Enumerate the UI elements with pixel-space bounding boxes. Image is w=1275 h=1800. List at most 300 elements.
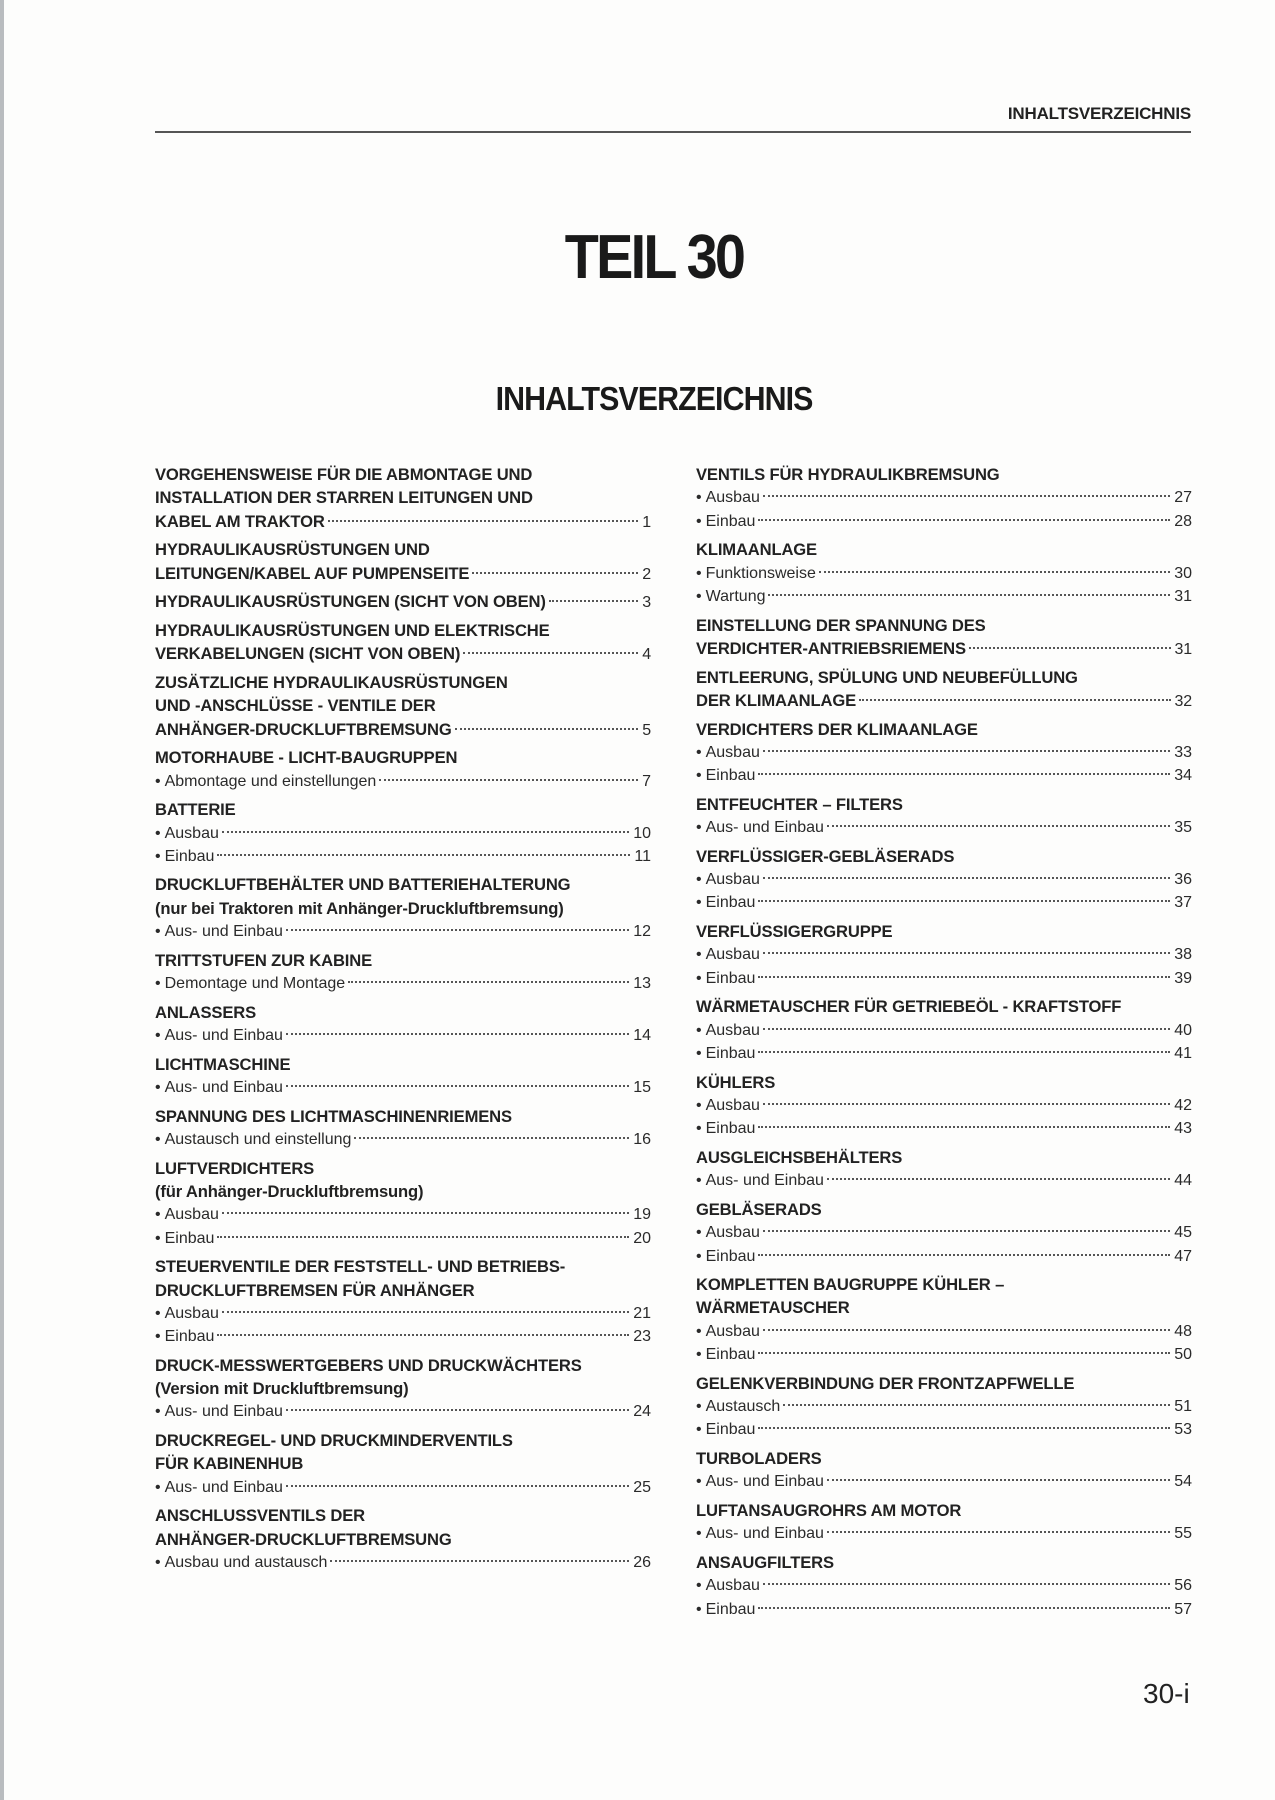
- bullet-icon: •: [696, 1120, 702, 1138]
- bullet-icon: •: [155, 975, 161, 993]
- bullet-icon: •: [696, 1421, 702, 1439]
- section-title-text: INSTALLATION DER STARREN LEITUNGEN UND: [155, 488, 533, 508]
- bullet-icon: •: [696, 1473, 702, 1491]
- page-ref: 31: [1174, 640, 1192, 658]
- toc-section-title-line: [155, 486, 651, 509]
- section-title-text: VENTILS FÜR HYDRAULIKBREMSUNG: [696, 465, 1000, 484]
- toc-section: [155, 538, 651, 585]
- toc-section-title-line: [155, 897, 651, 920]
- page-ref: 19: [633, 1206, 651, 1224]
- toc-section-title-line: [155, 949, 651, 972]
- entry-label: Ausbau: [164, 824, 219, 842]
- toc-section-title-line: [696, 845, 1192, 868]
- entry-label: Aus- und Einbau: [705, 1525, 824, 1543]
- page-ref: 14: [633, 1027, 651, 1045]
- toc-section-title-line: [155, 1255, 651, 1278]
- toc-section-title-line: [696, 1499, 1192, 1522]
- toc-section-title-line: [155, 694, 651, 717]
- section-title-text: (für Anhänger-Druckluftbremsung): [155, 1182, 424, 1201]
- section-title-text: FÜR KABINENHUB: [155, 1454, 304, 1474]
- toc-section-title-line: [155, 1354, 651, 1377]
- page-ref: 34: [1174, 767, 1192, 785]
- page-ref: 20: [633, 1229, 651, 1247]
- page-ref: 36: [1174, 871, 1192, 889]
- dot-leader: [758, 1427, 1170, 1429]
- bullet-icon: •: [696, 1224, 702, 1242]
- bullet-icon: •: [696, 743, 702, 761]
- section-title-text: KÜHLERS: [696, 1072, 776, 1092]
- toc-entry[interactable]: [696, 1395, 1192, 1418]
- toc-entry[interactable]: [155, 920, 651, 943]
- page-ref: 31: [1174, 587, 1192, 605]
- page-ref: 2: [642, 565, 651, 583]
- toc-entry[interactable]: [696, 741, 1192, 764]
- toc-section-title-line[interactable]: [155, 510, 651, 533]
- section-title-text: WÄRMETAUSCHER: [696, 1298, 850, 1318]
- toc-section-title-line: [696, 793, 1192, 816]
- toc-section: [696, 1071, 1192, 1141]
- toc-entry[interactable]: [696, 1117, 1192, 1140]
- section-title-text: DRUCKLUFTBREMSEN FÜR ANHÄNGER: [155, 1280, 475, 1300]
- section-title-text: UND -ANSCHLÜSSE - VENTILE DER: [155, 696, 436, 716]
- toc-entry[interactable]: [696, 816, 1192, 839]
- dot-leader: [463, 652, 638, 654]
- page-ref: 35: [1174, 819, 1192, 837]
- page-ref: 39: [1174, 969, 1192, 987]
- section-title-text: HYDRAULIKAUSRÜSTUNGEN (SICHT VON OBEN): [155, 592, 546, 612]
- dot-leader: [827, 825, 1170, 827]
- dot-leader: [217, 1334, 629, 1336]
- bullet-icon: •: [696, 489, 702, 507]
- section-title-text: (Version mit Druckluftbremsung): [155, 1379, 409, 1399]
- page-ref: 38: [1174, 946, 1192, 964]
- toc-entry[interactable]: [696, 967, 1192, 990]
- section-title-text: VERKABELUNGEN (SICHT VON OBEN): [155, 644, 461, 664]
- page-ref: 28: [1174, 512, 1192, 530]
- section-title-text: LICHTMASCHINE: [155, 1054, 291, 1074]
- toc-entry[interactable]: [696, 1418, 1192, 1441]
- dot-leader: [763, 952, 1170, 954]
- page-ref: 21: [633, 1304, 651, 1322]
- toc-entry[interactable]: [155, 1076, 651, 1099]
- section-title-text: ENTFEUCHTER – FILTERS: [696, 794, 903, 814]
- toc-entry[interactable]: [696, 1598, 1192, 1621]
- bullet-icon: •: [696, 564, 702, 582]
- bullet-icon: •: [696, 512, 702, 530]
- toc-entry[interactable]: [155, 1476, 651, 1499]
- dot-leader: [763, 1103, 1170, 1105]
- toc-section-title-line: [155, 1279, 651, 1302]
- dot-leader: [286, 1033, 629, 1035]
- dot-leader: [758, 900, 1170, 902]
- dot-leader: [379, 779, 638, 781]
- entry-label: Einbau: [705, 1044, 756, 1062]
- bullet-icon: •: [155, 1478, 161, 1496]
- section-title-text: GEBLÄSERADS: [696, 1199, 822, 1219]
- page-ref: 47: [1174, 1247, 1192, 1265]
- page-ref: 27: [1174, 489, 1192, 507]
- toc-entry[interactable]: [696, 891, 1192, 914]
- toc-entry[interactable]: [155, 845, 651, 868]
- toc-section-title-line: [155, 1157, 651, 1180]
- bullet-icon: •: [696, 1247, 702, 1265]
- toc-section-title-line: [696, 920, 1192, 943]
- toc-entry[interactable]: [696, 1245, 1192, 1268]
- dot-leader: [549, 600, 639, 602]
- dot-leader: [286, 1485, 629, 1487]
- toc-section-title-line: [155, 798, 651, 821]
- dot-leader: [758, 976, 1170, 978]
- dot-leader: [768, 594, 1170, 596]
- page-ref: 57: [1174, 1600, 1192, 1618]
- dot-leader: [763, 1329, 1170, 1331]
- toc-section-title-line: [155, 619, 651, 642]
- entry-label: Einbau: [705, 1346, 756, 1364]
- entry-label: Aus- und Einbau: [164, 1478, 283, 1496]
- page-ref: 15: [633, 1079, 651, 1097]
- toc-entry[interactable]: [696, 1320, 1192, 1343]
- header-rule: [155, 131, 1191, 133]
- section-title-text: DRUCKREGEL- UND DRUCKMINDERVENTILS: [155, 1431, 513, 1451]
- page-ref: 48: [1174, 1322, 1192, 1340]
- toc-entry[interactable]: [696, 510, 1192, 533]
- toc-section: [696, 1447, 1192, 1494]
- toc-section: [696, 463, 1192, 533]
- page-ref: 13: [633, 975, 651, 993]
- toc-entry[interactable]: [155, 822, 651, 845]
- toc-section: [155, 619, 651, 666]
- toc-entry[interactable]: [155, 972, 651, 995]
- dot-leader: [758, 1051, 1170, 1053]
- dot-leader: [286, 1409, 629, 1411]
- bullet-icon: •: [696, 871, 702, 889]
- page-ref: 24: [633, 1403, 651, 1421]
- bullet-icon: •: [696, 894, 702, 912]
- toc-section: [696, 793, 1192, 840]
- toc-section: [696, 920, 1192, 990]
- toc-section: [696, 1198, 1192, 1268]
- toc-section: [696, 995, 1192, 1065]
- dot-leader: [827, 1479, 1170, 1481]
- page-ref: 23: [633, 1328, 651, 1346]
- toc-title: INHALTSVERZEICHNIS: [495, 380, 813, 417]
- toc-section-title-line: [155, 1180, 651, 1203]
- section-title-text: VERFLÜSSIGER-GEBLÄSERADS: [696, 846, 955, 866]
- page-ref: 41: [1174, 1044, 1192, 1062]
- toc-section-title-line: [696, 1071, 1192, 1094]
- page-ref: 37: [1174, 894, 1192, 912]
- section-title-text: HYDRAULIKAUSRÜSTUNGEN UND: [155, 540, 430, 560]
- entry-label: Aus- und Einbau: [164, 1027, 283, 1045]
- entry-label: Einbau: [705, 969, 756, 987]
- section-title-text: KABEL AM TRAKTOR: [155, 511, 325, 531]
- entry-label: Ausbau: [164, 1304, 219, 1322]
- page-number: 30-i: [1143, 1678, 1190, 1709]
- page-ref: 33: [1174, 743, 1192, 761]
- dot-leader: [763, 750, 1170, 752]
- entry-label: Ausbau: [705, 1224, 760, 1242]
- bullet-icon: •: [696, 1398, 702, 1416]
- entry-label: Ausbau: [705, 1096, 760, 1114]
- dot-leader: [758, 519, 1170, 521]
- dot-leader: [827, 1531, 1170, 1533]
- dot-leader: [763, 1028, 1170, 1030]
- toc-section: [696, 1372, 1192, 1442]
- page-ref: 32: [1174, 692, 1192, 710]
- section-title-text: ANLASSERS: [155, 1002, 256, 1022]
- page-ref: 53: [1174, 1421, 1192, 1439]
- toc-entry[interactable]: [696, 1522, 1192, 1545]
- section-title-text: VORGEHENSWEISE FÜR DIE ABMONTAGE UND: [155, 465, 533, 484]
- part-title: TEIL 30: [564, 223, 744, 292]
- toc-section: [155, 1105, 651, 1152]
- dot-leader: [827, 1178, 1170, 1180]
- toc-section: [696, 1146, 1192, 1193]
- toc-entry[interactable]: [696, 868, 1192, 891]
- toc-entry[interactable]: [155, 1128, 651, 1151]
- toc-section-title-line: [155, 1452, 651, 1475]
- dot-leader: [472, 572, 638, 574]
- toc-section: [155, 1001, 651, 1048]
- section-title-text: ANSCHLUSSVENTILS DER: [155, 1506, 365, 1526]
- toc-section-title-line: [696, 718, 1192, 741]
- toc-section: [696, 666, 1192, 713]
- entry-label: Wartung: [705, 587, 766, 605]
- bullet-icon: •: [155, 1304, 161, 1322]
- toc-section-title-line: [155, 746, 651, 769]
- page-ref: 25: [633, 1478, 651, 1496]
- toc-section-title-line[interactable]: [155, 590, 651, 613]
- entry-label: Einbau: [705, 512, 756, 530]
- toc-entry[interactable]: [155, 770, 651, 793]
- toc-section-title-line: [155, 873, 651, 896]
- entry-label: Einbau: [164, 1229, 215, 1247]
- section-title-text: LEITUNGEN/KABEL AUF PUMPENSEITE: [155, 563, 470, 583]
- toc-section-title-line[interactable]: [155, 718, 651, 741]
- section-title-text: STEUERVENTILE DER FESTSTELL- UND BETRIEBS-: [155, 1257, 566, 1277]
- dot-leader: [763, 495, 1170, 497]
- entry-label: Abmontage und einstellungen: [164, 772, 377, 790]
- bullet-icon: •: [155, 1079, 161, 1097]
- toc-section: [155, 1429, 651, 1499]
- toc-section-title-line: [155, 1504, 651, 1527]
- section-title-text: ANHÄNGER-DRUCKLUFTBREMSUNG: [155, 719, 452, 739]
- toc-entry[interactable]: [696, 1574, 1192, 1597]
- bullet-icon: •: [696, 1600, 702, 1618]
- toc-section-title-line: [696, 666, 1192, 689]
- entry-label: Ausbau: [164, 1206, 219, 1224]
- entry-label: Ausbau: [705, 1577, 760, 1595]
- page-ref: 51: [1174, 1398, 1192, 1416]
- toc-entry[interactable]: [155, 1400, 651, 1423]
- toc-section-title-line: [696, 1146, 1192, 1169]
- toc-entry[interactable]: [155, 1227, 651, 1250]
- entry-label: Aus- und Einbau: [705, 1172, 824, 1190]
- page-ref: 26: [633, 1554, 651, 1572]
- toc-section-title-line[interactable]: [155, 642, 651, 665]
- toc-entry[interactable]: [155, 1551, 651, 1574]
- toc-entry[interactable]: [696, 1094, 1192, 1117]
- toc-section: [155, 1255, 651, 1348]
- running-header: INHALTSVERZEICHNIS: [1007, 104, 1191, 123]
- toc-entry[interactable]: [155, 1325, 651, 1348]
- dot-leader: [763, 1230, 1170, 1232]
- toc-entry[interactable]: [155, 1203, 651, 1226]
- bullet-icon: •: [696, 1044, 702, 1062]
- toc-section: [155, 671, 651, 741]
- toc-left-column: [155, 463, 651, 1580]
- section-title-text: TRITTSTUFEN ZUR KABINE: [155, 950, 373, 970]
- toc-section: [155, 590, 651, 613]
- entry-label: Demontage und Montage: [164, 975, 346, 993]
- section-title-text: BATTERIE: [155, 800, 236, 820]
- toc-section-title-line: [155, 1377, 651, 1400]
- dot-leader: [286, 929, 629, 931]
- page-ref: 44: [1174, 1172, 1192, 1190]
- dot-leader: [348, 981, 629, 983]
- page-ref: 10: [633, 824, 651, 842]
- entry-label: Aus- und Einbau: [705, 1473, 824, 1491]
- toc-section-title-line[interactable]: [696, 689, 1192, 712]
- toc-entry[interactable]: [696, 1169, 1192, 1192]
- toc-entry[interactable]: [155, 1024, 651, 1047]
- entry-label: Einbau: [705, 767, 756, 785]
- toc-entry[interactable]: [696, 486, 1192, 509]
- page-ref: 55: [1174, 1525, 1192, 1543]
- toc-section-title-line: [696, 538, 1192, 561]
- toc-entry[interactable]: [696, 943, 1192, 966]
- bullet-icon: •: [696, 1346, 702, 1364]
- bullet-icon: •: [155, 772, 161, 790]
- section-title-text: ENTLEERUNG, SPÜLUNG UND NEUBEFÜLLUNG: [696, 667, 1078, 687]
- toc-entry[interactable]: [696, 562, 1192, 585]
- bullet-icon: •: [696, 946, 702, 964]
- page-ref: 3: [642, 594, 651, 612]
- entry-label: Ausbau und austausch: [164, 1554, 328, 1572]
- toc-entry[interactable]: [696, 1042, 1192, 1065]
- entry-label: Aus- und Einbau: [164, 1403, 283, 1421]
- bullet-icon: •: [155, 1403, 161, 1421]
- toc-section-title-line: [155, 1528, 651, 1551]
- toc-section-title-line: [155, 1053, 651, 1076]
- section-title-text: GELENKVERBINDUNG DER FRONTZAPFWELLE: [696, 1373, 1075, 1393]
- bullet-icon: •: [155, 1206, 161, 1224]
- section-title-text: LUFTANSAUGROHRS AM MOTOR: [696, 1501, 962, 1521]
- toc-section-title-line[interactable]: [155, 562, 651, 585]
- page-ref: 5: [642, 721, 651, 739]
- entry-label: Austausch: [705, 1398, 781, 1416]
- page-ref: 12: [633, 923, 651, 941]
- page-ref: 1: [642, 513, 651, 531]
- section-title-text: VERDICHTER-ANTRIEBSRIEMENS: [696, 638, 966, 658]
- toc-section-title-line: [155, 1429, 651, 1452]
- toc-section-title-line: [155, 671, 651, 694]
- section-title-text: AUSGLEICHSBEHÄLTERS: [696, 1147, 903, 1167]
- section-title-text: TURBOLADERS: [696, 1449, 822, 1469]
- toc-section-title-line[interactable]: [696, 637, 1192, 660]
- entry-label: Ausbau: [705, 946, 760, 964]
- bullet-icon: •: [696, 969, 702, 987]
- entry-label: Einbau: [705, 1247, 756, 1265]
- page-ref: 30: [1174, 564, 1192, 582]
- toc-entry[interactable]: [696, 1343, 1192, 1366]
- bullet-icon: •: [696, 1096, 702, 1114]
- toc-right-column: [696, 463, 1192, 1626]
- dot-leader: [758, 1607, 1170, 1609]
- page-ref: 11: [634, 847, 651, 865]
- section-title-text: DRUCK-MESSWERTGEBERS UND DRUCKWÄCHTERS: [155, 1355, 582, 1375]
- entry-label: Ausbau: [705, 1322, 760, 1340]
- entry-label: Einbau: [705, 1600, 756, 1618]
- page-ref: 4: [642, 646, 651, 664]
- dot-leader: [217, 1236, 629, 1238]
- entry-label: Ausbau: [705, 489, 760, 507]
- toc-section: [696, 1551, 1192, 1621]
- entry-label: Einbau: [164, 847, 215, 865]
- toc-section-title-line: [155, 1001, 651, 1024]
- toc-section-title-line: [155, 538, 651, 561]
- entry-label: Einbau: [705, 894, 756, 912]
- toc-section: [155, 746, 651, 793]
- dot-leader: [328, 520, 639, 522]
- toc-section: [696, 614, 1192, 661]
- toc-section: [155, 873, 651, 943]
- entry-label: Ausbau: [705, 743, 760, 761]
- bullet-icon: •: [696, 1172, 702, 1190]
- toc-section-title-line: [696, 1551, 1192, 1574]
- toc-entry[interactable]: [696, 764, 1192, 787]
- dot-leader: [763, 877, 1170, 879]
- toc-section-title-line: [696, 1273, 1192, 1296]
- dot-leader: [222, 1212, 629, 1214]
- toc-section-title-line: [696, 614, 1192, 637]
- bullet-icon: •: [155, 1554, 161, 1572]
- page-ref: 45: [1174, 1224, 1192, 1242]
- dot-leader: [758, 1352, 1170, 1354]
- page-ref: 43: [1174, 1120, 1192, 1138]
- section-title-text: WÄRMETAUSCHER FÜR GETRIEBEÖL - KRAFTSTOFF: [696, 997, 1122, 1017]
- bullet-icon: •: [696, 767, 702, 785]
- bullet-icon: •: [155, 923, 161, 941]
- entry-label: Aus- und Einbau: [164, 923, 283, 941]
- toc-entry[interactable]: [155, 1302, 651, 1325]
- toc-section: [155, 949, 651, 996]
- bullet-icon: •: [155, 847, 161, 865]
- entry-label: Ausbau: [705, 1021, 760, 1039]
- toc-section: [155, 1157, 651, 1250]
- dot-leader: [758, 1126, 1170, 1128]
- page-ref: 54: [1174, 1473, 1192, 1491]
- dot-leader: [217, 854, 630, 856]
- toc-section-title-line: [696, 1296, 1192, 1319]
- toc-entry[interactable]: [696, 585, 1192, 608]
- toc-section: [155, 1504, 651, 1574]
- page-ref: 7: [642, 772, 651, 790]
- toc-entry[interactable]: [696, 1019, 1192, 1042]
- toc-entry[interactable]: [696, 1221, 1192, 1244]
- toc-section-title-line: [696, 1198, 1192, 1221]
- section-title-text: VERDICHTERS DER KLIMAANLAGE: [696, 719, 978, 739]
- section-title-text: MOTORHAUBE - LICHT-BAUGRUPPEN: [155, 748, 458, 768]
- section-title-text: EINSTELLUNG DER SPANNUNG DES: [696, 615, 986, 635]
- toc-entry[interactable]: [696, 1470, 1192, 1493]
- toc-section: [696, 718, 1192, 788]
- section-title-text: (nur bei Traktoren mit Anhänger-Druckluftbremsung): [155, 898, 564, 918]
- toc-section: [155, 463, 651, 533]
- entry-label: Aus- und Einbau: [164, 1079, 283, 1097]
- bullet-icon: •: [696, 1021, 702, 1039]
- bullet-icon: •: [155, 1131, 161, 1149]
